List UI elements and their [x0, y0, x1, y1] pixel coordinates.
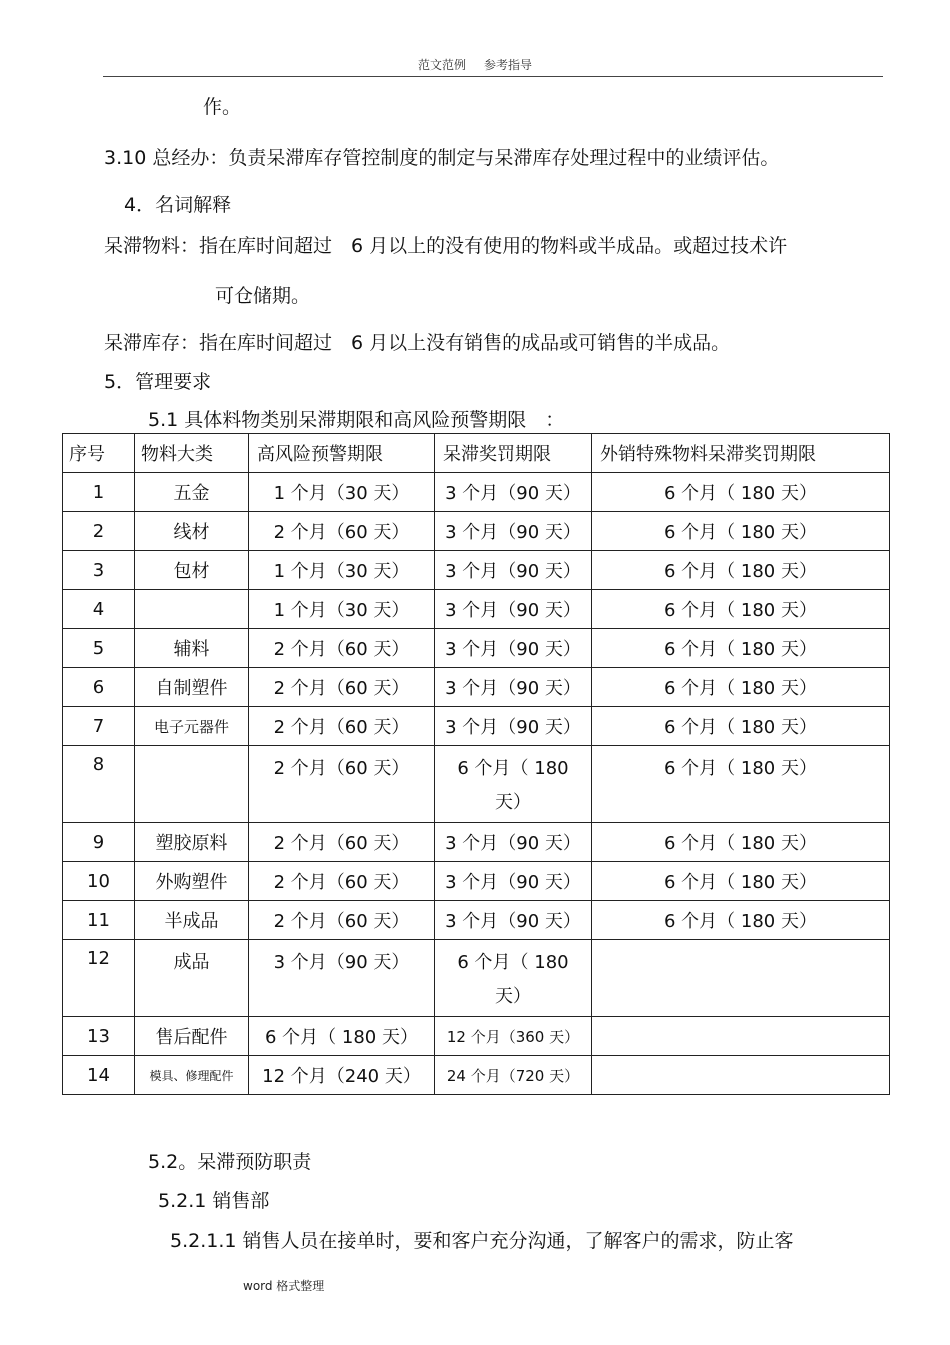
header-cell: 物料大类 — [135, 434, 249, 473]
header-right: 参考指导 — [484, 58, 533, 72]
paragraph-5-2-1-1: 5.2.1.1 销售人员在接单时，要和客户充分沟通，了解客户的需求，防止客 — [170, 1230, 794, 1252]
cell-index: 2 — [63, 512, 135, 551]
cell-export: 6 个月（ 180 天） — [592, 901, 890, 940]
cell-export: 6 个月（ 180 天） — [592, 629, 890, 668]
cell-index: 8 — [63, 746, 135, 823]
definition-stagnant-inventory: 呆滞库存：指在库时间超过 6 月以上没有销售的成品或可销售的半成品。 — [104, 332, 731, 354]
table-row — [63, 901, 890, 940]
cell-export: 6 个月（ 180 天） — [592, 707, 890, 746]
table-row — [63, 746, 890, 823]
table-row — [63, 940, 890, 1017]
cell-index: 4 — [63, 590, 135, 629]
cell-warning: 1 个月（30 天） — [249, 590, 435, 629]
cell-category: 自制塑件 — [135, 668, 249, 707]
cell-index: 5 — [63, 629, 135, 668]
cell-warning: 2 个月（60 天） — [249, 901, 435, 940]
table-row — [63, 473, 890, 512]
cell-category: 模具、修理配件 — [135, 1056, 249, 1095]
cell-index: 13 — [63, 1017, 135, 1056]
cell-penalty: 3 个月（90 天） — [435, 551, 592, 590]
cell-category: 辅料 — [135, 629, 249, 668]
cell-category: 线材 — [135, 512, 249, 551]
cell-warning: 2 个月（60 天） — [249, 862, 435, 901]
cell-warning: 1 个月（30 天） — [249, 473, 435, 512]
cell-index: 3 — [63, 551, 135, 590]
header-cell: 外销特殊物料呆滞奖罚期限 — [592, 434, 890, 473]
cell-category: 塑胶原料 — [135, 823, 249, 862]
table-row — [63, 707, 890, 746]
cell-export — [592, 1056, 890, 1095]
heading-5-1: 5.1 具体料物类别呆滞期限和高风险预警期限 ： — [148, 409, 565, 431]
cell-category: 售后配件 — [135, 1017, 249, 1056]
cell-index: 10 — [63, 862, 135, 901]
cell-warning: 12 个月（240 天） — [249, 1056, 435, 1095]
cell-warning: 2 个月（60 天） — [249, 823, 435, 862]
table-header-row — [63, 434, 890, 473]
heading-5: 5．管理要求 — [104, 371, 212, 393]
table-row — [63, 1056, 890, 1095]
definition-stagnant-material-cont: 可仓储期。 — [215, 285, 311, 307]
heading-4: 4．名词解释 — [124, 194, 232, 216]
cell-warning: 3 个月（90 天） — [249, 940, 435, 1017]
table-row — [63, 823, 890, 862]
cell-penalty-wrapped — [435, 940, 592, 1017]
cell-penalty: 3 个月（90 天） — [435, 473, 592, 512]
cell-category — [135, 590, 249, 629]
cell-export: 6 个月（ 180 天） — [592, 551, 890, 590]
cell-penalty: 3 个月（90 天） — [435, 862, 592, 901]
cell-penalty: 3 个月（90 天） — [435, 707, 592, 746]
table-row — [63, 590, 890, 629]
page-footer: word 格式整理 — [243, 1279, 325, 1293]
cell-export — [592, 940, 890, 1017]
cell-category: 电子元器件 — [135, 707, 249, 746]
cell-warning: 1 个月（30 天） — [249, 551, 435, 590]
table-row — [63, 862, 890, 901]
cell-penalty: 3 个月（90 天） — [435, 512, 592, 551]
cell-export: 6 个月（ 180 天） — [592, 746, 890, 823]
cell-category: 包材 — [135, 551, 249, 590]
cell-category: 五金 — [135, 473, 249, 512]
cell-penalty: 3 个月（90 天） — [435, 823, 592, 862]
cell-penalty: 24 个月（720 天） — [435, 1056, 592, 1095]
cell-category — [135, 746, 249, 823]
cell-penalty: 3 个月（90 天） — [435, 629, 592, 668]
cell-penalty: 12 个月（360 天） — [435, 1017, 592, 1056]
heading-5-2: 5.2。呆滞预防职责 — [148, 1151, 312, 1173]
cell-export — [592, 1017, 890, 1056]
cell-penalty-line1: 6 个月（ 180 — [457, 758, 569, 779]
cell-penalty: 3 个月（90 天） — [435, 901, 592, 940]
cell-export: 6 个月（ 180 天） — [592, 862, 890, 901]
cell-warning: 2 个月（60 天） — [249, 746, 435, 823]
cell-index: 12 — [63, 940, 135, 1017]
cell-index: 14 — [63, 1056, 135, 1095]
cell-category: 外购塑件 — [135, 862, 249, 901]
cell-export: 6 个月（ 180 天） — [592, 590, 890, 629]
cell-index: 11 — [63, 901, 135, 940]
definition-stagnant-material: 呆滞物料：指在库时间超过 6 月以上的没有使用的物料或半成品。或超过技术许 — [104, 235, 788, 257]
cell-warning: 2 个月（60 天） — [249, 707, 435, 746]
cell-index: 9 — [63, 823, 135, 862]
cell-penalty-line1: 6 个月（ 180 — [457, 952, 569, 973]
table-row — [63, 551, 890, 590]
header-left: 范文范例 — [417, 58, 466, 72]
cell-export: 6 个月（ 180 天） — [592, 473, 890, 512]
cell-warning: 2 个月（60 天） — [249, 668, 435, 707]
table-row — [63, 1017, 890, 1056]
cell-warning: 2 个月（60 天） — [249, 629, 435, 668]
heading-5-2-1: 5.2.1 销售部 — [158, 1190, 270, 1212]
cell-penalty-line2: 天） — [495, 792, 531, 813]
cell-penalty-line2: 天） — [495, 986, 531, 1007]
cell-export: 6 个月（ 180 天） — [592, 668, 890, 707]
header-cell: 呆滞奖罚期限 — [435, 434, 592, 473]
cell-export: 6 个月（ 180 天） — [592, 512, 890, 551]
header-cell: 高风险预警期限 — [249, 434, 435, 473]
cell-warning: 2 个月（60 天） — [249, 512, 435, 551]
table-row — [63, 668, 890, 707]
cell-penalty-wrapped — [435, 746, 592, 823]
cell-index: 1 — [63, 473, 135, 512]
header-rule — [103, 76, 883, 77]
cell-category: 成品 — [135, 940, 249, 1017]
period-table — [62, 433, 890, 1095]
cell-penalty: 3 个月（90 天） — [435, 590, 592, 629]
table-row — [63, 512, 890, 551]
cell-category: 半成品 — [135, 901, 249, 940]
table-row — [63, 629, 890, 668]
header-cell: 序号 — [63, 434, 135, 473]
paragraph-continuation: 作。 — [203, 96, 242, 118]
cell-index: 7 — [63, 707, 135, 746]
cell-export: 6 个月（ 180 天） — [592, 823, 890, 862]
cell-penalty: 3 个月（90 天） — [435, 668, 592, 707]
page-header — [0, 56, 950, 73]
cell-warning: 6 个月（ 180 天） — [249, 1017, 435, 1056]
paragraph-3-10: 3.10 总经办：负责呆滞库存管控制度的制定与呆滞库存处理过程中的业绩评估。 — [104, 147, 780, 169]
cell-index: 6 — [63, 668, 135, 707]
